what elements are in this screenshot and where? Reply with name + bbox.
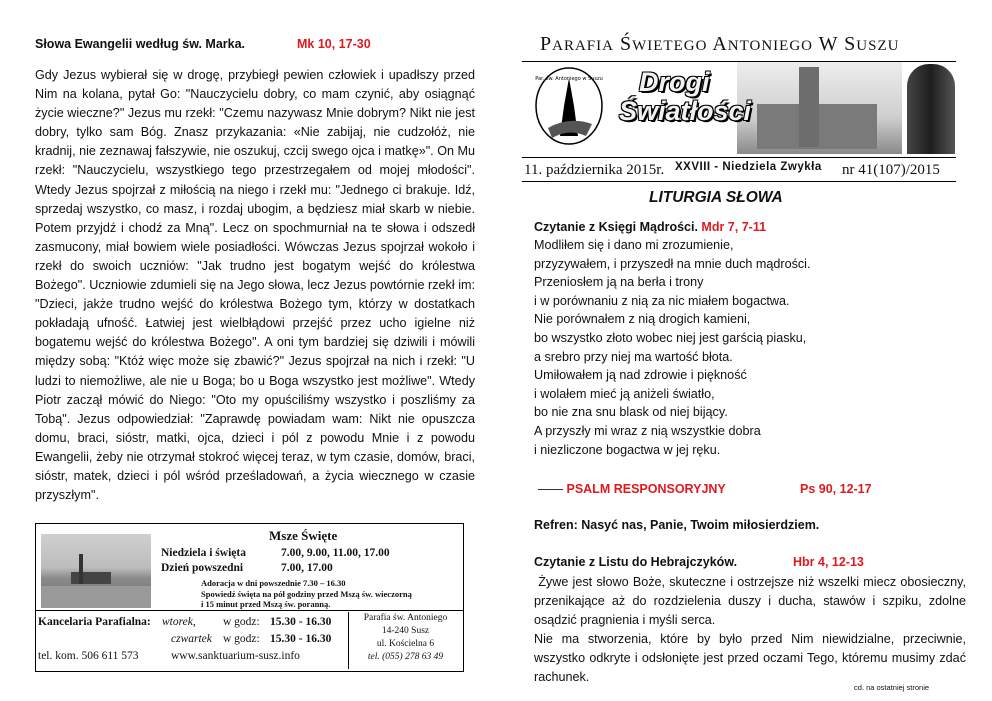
reading-paragraph: Żywe jest słowo Boże, skuteczne i ostrzejsze niż wszelki miecz obosieczny, przenikające aż do rozdzielenia duszy i ducha, stawów i szpiku, zdolne osądzić pragnienia i myśli serca. <box>534 575 970 627</box>
continued-note: cd. na ostatniej stronie <box>854 683 930 692</box>
mass-note: Spowiedź święta na pół godziny przed Mszą św. wieczorną <box>201 588 412 599</box>
phone: tel. kom. 506 611 573 <box>38 650 139 662</box>
mass-row <box>161 562 333 577</box>
address-line: ul. Kościelna 6 <box>376 639 435 649</box>
mass-title: Msze Święte <box>269 528 338 543</box>
first-reading-text <box>534 236 810 459</box>
mass-row-times: 7.00, 9.00, 11.00, 17.00 <box>281 547 390 559</box>
office-hours-value: 15.30 - 16.30 <box>270 633 332 645</box>
reading-line: Modliłem się i dano mi zrozumienie, <box>534 238 734 252</box>
masthead-banner <box>522 61 956 158</box>
title-word: PARAFIA <box>540 33 614 55</box>
psalm-title: PSALM RESPONSORYJNY <box>566 482 726 496</box>
website-link[interactable]: www.sanktuarium-susz.info <box>171 650 300 662</box>
issue-date: 11. października 2015r. <box>524 162 665 178</box>
reading-line: bo nie zna snu blask od niej bijący. <box>534 405 728 420</box>
gospel-heading <box>35 37 371 51</box>
psalm-refrain: Refren: Nasyć nas, Panie, Twoim miłosierdziem. <box>534 518 820 532</box>
address-line: Parafia św. Antoniego <box>363 613 448 623</box>
reading-line: przyzywałem, i przyszedł na mnie duch mądrości. <box>534 256 811 271</box>
reading-line: i w porównaniu z nią za nic miałem bogactwa. <box>534 293 790 308</box>
issue-name: XXVIII - Niedziela Zwykła <box>675 161 822 173</box>
address-line: 14-240 Susz <box>381 626 430 636</box>
logo-badge-text: Par. św. Antoniego w Suszu <box>535 76 603 82</box>
hours-prefix: w godz: <box>223 616 260 628</box>
parish-phone: tel. (055) 278 63 49 <box>367 652 444 662</box>
mass-row <box>161 547 390 562</box>
second-reading-title: Czytanie z Listu do Hebrajczyków. <box>534 555 738 569</box>
reading-line: A przyszły mi wraz z nią wszystkie dobra <box>534 423 761 438</box>
first-reading-heading <box>534 220 766 234</box>
mass-schedule-box <box>35 523 464 672</box>
second-reading-heading <box>534 555 864 569</box>
title-word: SUSZU <box>844 33 900 55</box>
second-reading-reference: Hbr 4, 12-13 <box>793 555 864 569</box>
office-day: wtorek, <box>162 616 196 628</box>
publication-name: Drogi Światłości <box>619 67 752 126</box>
reading-line: Umiłowałem ją nad zdrowie i piękność <box>534 368 747 383</box>
office-label: Kancelaria Parafialna: <box>38 616 151 628</box>
reading-line: a srebro przy niej ma wartość błota. <box>534 349 733 364</box>
issue-line <box>522 159 956 182</box>
office-hours <box>38 616 332 667</box>
gospel-text: Gdy Jezus wybierał się w drogę, przybiegł pewien człowiek i upadłszy przed Nim na kolana, pytał Go: "Nauczycielu dobry, co mam czynić, aby osiągnąć życie wieczne?" Jezus mu rzekł: "Czemu nazywasz Mnie dobrym? Nikt nie jest dobry, tylko sam Bóg. Znasz przykazania: «Nie zabijaj, nie cudzołóż, nie kradnij, nie zeznawaj fałszywie, nie oszukuj, czcij swego ojca i matkę»". On Mu rzekł: "Nauczycielu, wszystkiego tego przestrzegałem od mojej młodości". Wtedy Jezus spojrzał z miłością na niego i rzekł mu: "Jednego ci brakuje. Idź, sprzedaj wszystko, co masz, i rozdaj ubogim, a będziesz miał skarb w niebie. Potem przyjdź i chodź za Mną". Lecz on spochmurniał na te słowa i odszedł zasmucony, miał bowiem wiele posiadłości. Wówczas Jezus spojrzał wokoło i rzekł do swoich uczniów: "Jak trudno jest bogatym wejść do królestwa Bożego". Uczniowie zdumieli się na Jego słowa, lecz Jezus powtórnie rzekł im: "Dzieci, jakże trudno wejść do królestwa Bożego tym, którzy w dostatkach pokładają ufność. Łatwiej jest wielbłądowi przejść przez ucho igielne niż bogatemu wejść do królestwa Bożego". A oni tym bardziej się dziwili i mówili między sobą: "Któż więc może się zbawić?" Jezus spojrzał na nich i rzekł: "U ludzi to niemożliwe, ale nie u Boga; bo u Boga wszystko jest możliwe". Wtedy Piotr zaczął mówić do Niego: "Oto my opuściliśmy wszystko i poszliśmy za Tobą". Jezus odpowiedział: "Zaprawdę powiadam wam: Nikt nie opuszcza domu, braci, sióstr, matki, ojca, dzieci i pól z powodu Mnie i z powodu Ewangelii, żeby nie otrzymał stokroć więcej teraz, w tym czasie, domów, braci, sióstr, matek, dzieci i pól wśród prześladowań, a życia wiecznego w czasie przyszłym". <box>35 68 475 503</box>
saint-anthony-image <box>907 64 955 154</box>
mass-row-label: Niedziela i święta <box>161 547 246 559</box>
mass-row-times: 7.00, 17.00 <box>281 562 333 574</box>
reading-line: Nie porównałem z nią drogich kamieni, <box>534 312 751 327</box>
title-word: W <box>818 33 839 55</box>
reading-line: Przeniosłem ją na berła i trony <box>534 275 704 290</box>
mass-times <box>161 547 390 577</box>
hours-prefix: w godz: <box>223 633 260 645</box>
mass-notes <box>201 578 412 610</box>
first-reading-reference: Mdr 7, 7-11 <box>701 220 767 234</box>
parish-title <box>540 33 899 56</box>
mass-note: Adoracja w dni powszednie 7.30 – 16.30 <box>201 578 346 588</box>
gospel-title: Słowa Ewangelii według św. Marka. <box>35 37 246 51</box>
reading-line: i niezliczone bogactwa w jej ręku. <box>534 442 721 457</box>
second-reading-text <box>534 573 970 687</box>
psalm-heading <box>538 482 958 496</box>
title-word: ANTONIEGO <box>712 33 813 55</box>
office-day: czwartek <box>171 633 212 645</box>
reading-line: i wolałem mieć ją aniżeli światło, <box>534 386 715 401</box>
first-reading-title: Czytanie z Księgi Mądrości. <box>534 220 698 234</box>
section-title: LITURGIA SŁOWA <box>649 189 783 206</box>
title-word: ŚWIETEGO <box>619 33 708 55</box>
issue-number: nr 41(107)/2015 <box>842 162 940 178</box>
parish-logo-icon <box>534 66 604 152</box>
mass-row-label: Dzień powszedni <box>161 562 244 574</box>
town-photo <box>41 534 151 608</box>
reading-paragraph: Nie ma stworzenia, które by było przed Nim niewidzialne, przeciwnie, wszystko odkryte i odsłonięte jest przed oczami Tego, któremu musimy zdać rachunek. <box>534 632 966 684</box>
divider <box>36 610 463 611</box>
office-hours-value: 15.30 - 16.30 <box>270 616 332 628</box>
psalm-reference: Ps 90, 12-17 <box>800 482 872 496</box>
gospel-reference: Mk 10, 17-30 <box>297 37 371 51</box>
address-box <box>348 612 462 669</box>
psalm-dash: —— <box>538 482 563 496</box>
mass-note: i 15 minut przed Mszą św. poranną. <box>201 599 331 609</box>
reading-line: bo wszystko złoto wobec niej jest garścią piasku, <box>534 330 807 345</box>
